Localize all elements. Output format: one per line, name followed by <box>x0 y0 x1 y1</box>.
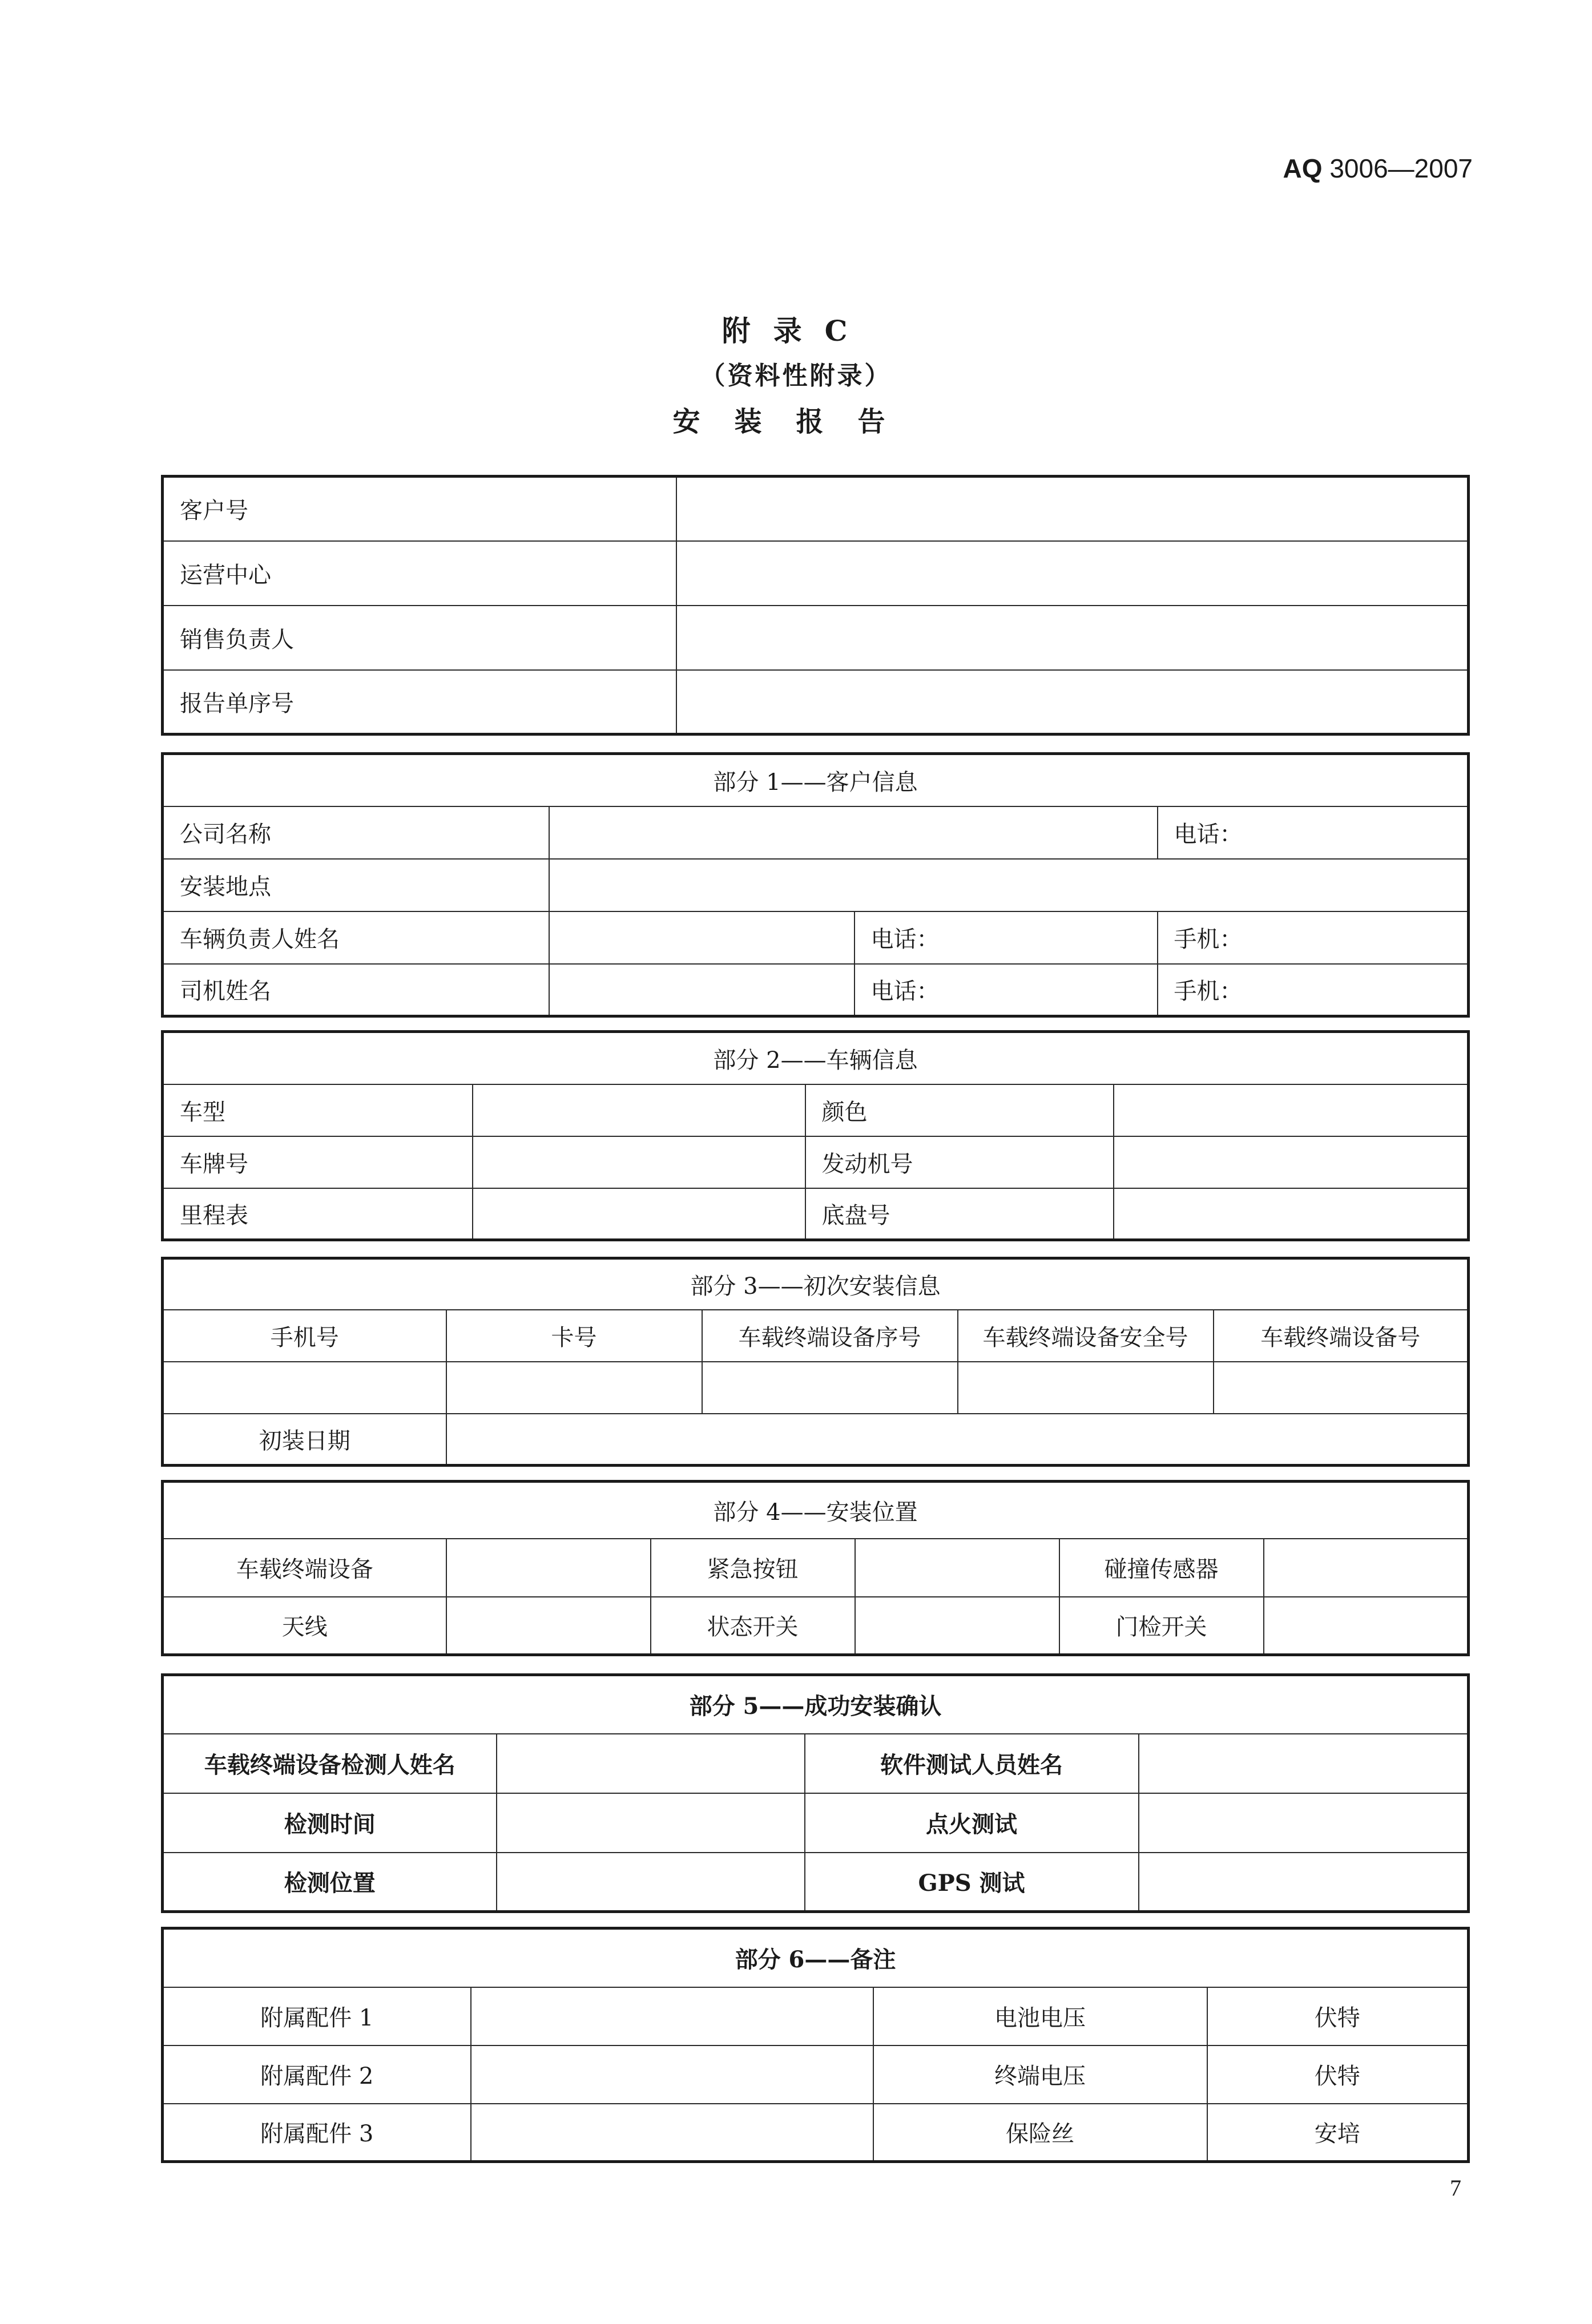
label-sales-manager: 销售负责人 <box>163 606 676 670</box>
field-vehicle-color[interactable] <box>1114 1084 1469 1136</box>
label-accessory-2: 附属配件 2 <box>163 2045 471 2104</box>
label-vehicle-owner-mobile: 手机： <box>1158 911 1469 964</box>
label-door-switch: 门检开关 <box>1059 1597 1264 1655</box>
field-chassis-number[interactable] <box>1114 1188 1469 1240</box>
label-driver-mobile: 手机： <box>1158 964 1469 1016</box>
label-fuse: 保险丝 <box>873 2104 1207 2162</box>
label-accessory-3: 附属配件 3 <box>163 2104 471 2162</box>
label-terminal-voltage: 终端电压 <box>873 2045 1207 2104</box>
field-software-tester[interactable] <box>1139 1734 1469 1793</box>
part5-title: 部分 5——成功安装确认 <box>163 1675 1469 1734</box>
report-title: 安装报告 <box>672 406 920 438</box>
label-status-switch: 状态开关 <box>651 1597 855 1655</box>
label-driver-phone: 电话： <box>855 964 1158 1016</box>
field-door-switch[interactable] <box>1264 1597 1469 1655</box>
field-vehicle-model[interactable] <box>473 1084 805 1136</box>
label-collision-sensor: 碰撞传感器 <box>1059 1539 1264 1597</box>
part4-table <box>161 1480 1470 1656</box>
label-engine-number: 发动机号 <box>805 1136 1114 1188</box>
appendix-type: （资料性附录） <box>700 361 892 390</box>
col-terminal-number: 车载终端设备号 <box>1214 1310 1469 1362</box>
label-accessory-1: 附属配件 1 <box>163 1987 471 2045</box>
label-report-serial: 报告单序号 <box>163 670 676 735</box>
field-report-serial[interactable] <box>676 670 1469 735</box>
label-gps-test: GPS 测试 <box>805 1853 1139 1912</box>
field-accessory-1[interactable] <box>471 1987 873 2045</box>
label-vehicle-owner: 车辆负责人姓名 <box>163 911 549 964</box>
field-accessory-3[interactable] <box>471 2104 873 2162</box>
field-emergency-button[interactable] <box>855 1539 1059 1597</box>
field-gps-test[interactable] <box>1139 1853 1469 1912</box>
page-number: 7 <box>1450 2175 1461 2201</box>
field-accessory-2[interactable] <box>471 2045 873 2104</box>
field-status-switch[interactable] <box>855 1597 1059 1655</box>
col-terminal-serial: 车载终端设备序号 <box>702 1310 958 1362</box>
col-card-number: 卡号 <box>446 1310 702 1362</box>
standard-number <box>1176 153 1473 184</box>
col-phone-number: 手机号 <box>163 1310 446 1362</box>
field-terminal-number[interactable] <box>1214 1362 1469 1414</box>
label-plate-number: 车牌号 <box>163 1136 473 1188</box>
label-install-site: 安装地点 <box>163 859 549 911</box>
field-install-site[interactable] <box>549 859 1469 911</box>
field-inspection-time[interactable] <box>497 1793 805 1853</box>
field-terminal-location[interactable] <box>446 1539 651 1597</box>
part6-title: 部分 6——备注 <box>163 1928 1469 1987</box>
label-terminal-location: 车载终端设备 <box>163 1539 446 1597</box>
label-install-date: 初装日期 <box>163 1414 446 1466</box>
unit-volt-battery: 伏特 <box>1207 1987 1469 2045</box>
part6-table <box>161 1927 1470 2163</box>
part4-title: 部分 4——安装位置 <box>163 1482 1469 1539</box>
field-odometer[interactable] <box>473 1188 805 1240</box>
field-card-number[interactable] <box>446 1362 702 1414</box>
label-emergency-button: 紧急按钮 <box>651 1539 855 1597</box>
top-info-table <box>161 475 1470 736</box>
unit-ampere: 安培 <box>1207 2104 1469 2162</box>
field-engine-number[interactable] <box>1114 1136 1469 1188</box>
label-antenna: 天线 <box>163 1597 446 1655</box>
label-vehicle-owner-phone: 电话： <box>855 911 1158 964</box>
standard-prefix: AQ <box>1283 154 1323 183</box>
field-terminal-serial[interactable] <box>702 1362 958 1414</box>
field-collision-sensor[interactable] <box>1264 1539 1469 1597</box>
field-ignition-test[interactable] <box>1139 1793 1469 1853</box>
part5-table <box>161 1673 1470 1913</box>
field-terminal-security[interactable] <box>958 1362 1214 1414</box>
field-company-name[interactable] <box>549 806 1158 859</box>
part1-title: 部分 1——客户信息 <box>163 754 1469 806</box>
label-battery-voltage: 电池电压 <box>873 1987 1207 2045</box>
label-software-tester: 软件测试人员姓名 <box>805 1734 1139 1793</box>
label-terminal-inspector: 车载终端设备检测人姓名 <box>163 1734 497 1793</box>
label-company-name: 公司名称 <box>163 806 549 859</box>
label-chassis-number: 底盘号 <box>805 1188 1114 1240</box>
part3-table <box>161 1257 1470 1467</box>
part1-table <box>161 752 1470 1018</box>
part2-title: 部分 2——车辆信息 <box>163 1032 1469 1084</box>
field-phone-number[interactable] <box>163 1362 446 1414</box>
unit-volt-terminal: 伏特 <box>1207 2045 1469 2104</box>
label-customer-no: 客户号 <box>163 477 676 541</box>
field-customer-no[interactable] <box>676 477 1469 541</box>
label-vehicle-model: 车型 <box>163 1084 473 1136</box>
label-inspection-time: 检测时间 <box>163 1793 497 1853</box>
field-vehicle-owner[interactable] <box>549 911 855 964</box>
field-plate-number[interactable] <box>473 1136 805 1188</box>
field-driver-name[interactable] <box>549 964 855 1016</box>
field-sales-manager[interactable] <box>676 606 1469 670</box>
label-operation-center: 运营中心 <box>163 541 676 606</box>
label-company-phone: 电话： <box>1158 806 1469 859</box>
label-inspection-position: 检测位置 <box>163 1853 497 1912</box>
part3-title: 部分 3——初次安装信息 <box>163 1258 1469 1310</box>
field-terminal-inspector[interactable] <box>497 1734 805 1793</box>
appendix-title: 附录C <box>722 314 870 348</box>
label-ignition-test: 点火测试 <box>805 1793 1139 1853</box>
label-vehicle-color: 颜色 <box>805 1084 1114 1136</box>
col-terminal-security: 车载终端设备安全号 <box>958 1310 1214 1362</box>
part2-table <box>161 1030 1470 1241</box>
standard-code: 3006—2007 <box>1329 154 1473 183</box>
field-antenna[interactable] <box>446 1597 651 1655</box>
label-driver-name: 司机姓名 <box>163 964 549 1016</box>
label-odometer: 里程表 <box>163 1188 473 1240</box>
field-operation-center[interactable] <box>676 541 1469 606</box>
field-inspection-position[interactable] <box>497 1853 805 1912</box>
field-install-date[interactable] <box>446 1414 1469 1466</box>
